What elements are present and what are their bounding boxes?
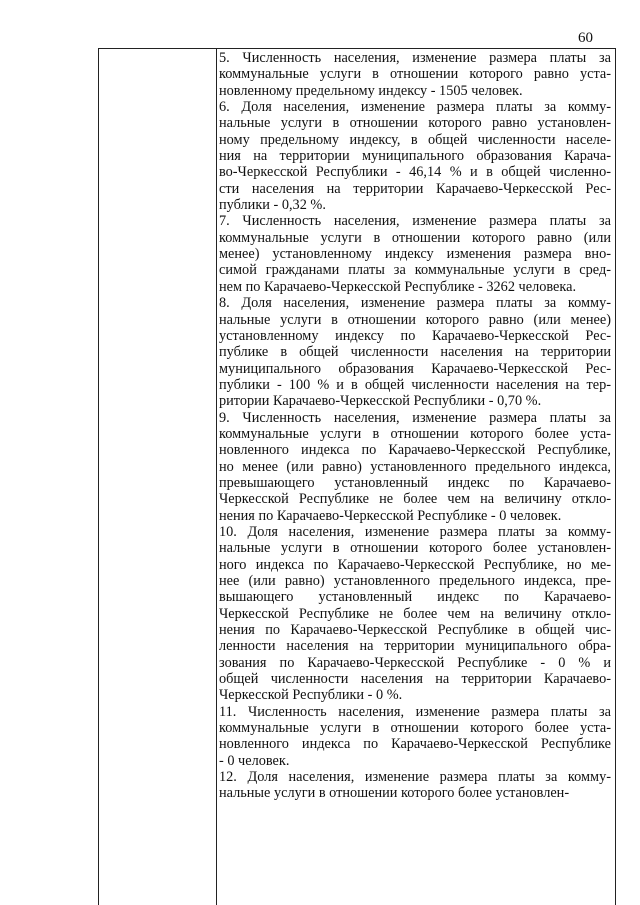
text-line: новленного индекса по Карачаево-Черкесской Республике — [219, 736, 611, 753]
text-line: зования по Карачаево-Черкесской Республике - 0 % и — [219, 654, 611, 671]
text-line: сти населения на территории Карачаево-Черкесской Рес- — [219, 180, 611, 197]
text-line: 6. Доля населения, изменение размера платы за комму- — [219, 99, 611, 116]
text-line: 8. Доля населения, изменение размера платы за комму- — [219, 295, 611, 312]
text-line: новленному предельному индексу - 1505 человек. — [219, 82, 523, 99]
list-item — [219, 213, 611, 295]
text-line: ному предельному индексу, в общей численности населе- — [219, 131, 611, 148]
text-line: во-Черкесской Республики - 46,14 % и в общей численно- — [219, 164, 611, 181]
text-line: ленности населения на территории муниципального обра- — [219, 638, 611, 655]
text-line: превышающего установленный индекс по Карачаево- — [219, 474, 611, 491]
text-line: нения по Карачаево-Черкесской Республике в общей чис- — [219, 622, 611, 639]
text-line: нем по Карачаево-Черкесской Республике - 3262 человека. — [219, 278, 577, 295]
list-item — [219, 769, 611, 802]
table-right-cell — [219, 50, 611, 802]
list-item — [219, 704, 611, 769]
text-line: 12. Доля населения, изменение размера платы за комму- — [219, 769, 611, 786]
text-line: нальные услуги в отношении которого более установлен- — [219, 785, 570, 802]
text-line: нальные услуги в отношении которого более установлен- — [219, 540, 611, 557]
text-line: ния на территории муниципального образования Карача- — [219, 148, 611, 165]
text-line: нальные услуги в отношении которого равно (или менее) — [219, 311, 611, 328]
list-item — [219, 410, 611, 524]
table-left-cell — [99, 49, 216, 905]
text-line: 10. Доля населения, изменение размера платы за комму- — [219, 523, 611, 540]
text-line: коммунальные услуги в отношении которого равно (или — [219, 229, 611, 246]
text-line: Черкесской Республики - 0 %. — [219, 687, 403, 704]
list-item — [219, 50, 611, 99]
text-line: - 0 человек. — [219, 752, 290, 769]
text-line: общей численности населения на территории Карачаево- — [219, 671, 611, 688]
text-line: менее) установленному индексу изменения размера вно- — [219, 246, 611, 263]
text-line: 5. Численность населения, изменение размера платы за — [219, 50, 611, 66]
text-line: вышающего установленный индекс по Карачаево- — [219, 589, 611, 606]
text-line: муниципального образования Карачаево-Черкесской Рес- — [219, 360, 611, 377]
text-line: нальные услуги в отношении которого равно установлен- — [219, 115, 611, 132]
page-number: 60 — [578, 30, 593, 46]
text-line: Черкесской Республике не более чем на величину откло- — [219, 491, 611, 508]
list-item — [219, 295, 611, 409]
text-line: симой гражданами платы за коммунальные услуги в сред- — [219, 262, 611, 279]
text-line: коммунальные услуги в отношении которого равно уста- — [219, 66, 611, 83]
text-line: ного индекса по Карачаево-Черкесской Республике, но ме- — [219, 556, 611, 573]
text-line: 9. Численность населения, изменение размера платы за — [219, 409, 611, 426]
text-line: новленного индекса по Карачаево-Черкесской Республике, — [219, 442, 611, 459]
text-line: нее (или равно) установленного предельного индекса, пре- — [219, 573, 611, 589]
text-line: коммунальные услуги в отношении которого более уста- — [219, 425, 611, 442]
text-line: Черкесской Республике не более чем на величину откло- — [219, 605, 611, 622]
text-line: установленному индексу по Карачаево-Черкесской Рес- — [219, 327, 611, 344]
list-item — [219, 99, 611, 213]
text-line: 11. Численность населения, изменение размера платы за — [219, 703, 611, 720]
text-line: но менее (или равно) установленного предельного индекса, — [219, 458, 611, 475]
text-line: коммунальные услуги в отношении которого более уста- — [219, 720, 611, 737]
column-divider — [216, 49, 217, 905]
list-item — [219, 524, 611, 704]
text-line: ритории Карачаево-Черкесской Республики - 0,70 %. — [219, 393, 542, 410]
document-table — [98, 48, 616, 905]
text-line: нения по Карачаево-Черкесской Республике - 0 человек. — [219, 507, 562, 524]
text-line: публики - 100 % и в общей численности населения на тер- — [219, 376, 611, 393]
text-line: 7. Численность населения, изменение размера платы за — [219, 213, 611, 230]
text-line: публики - 0,32 %. — [219, 197, 326, 214]
text-line: публике в общей численности населения на территории — [219, 344, 611, 361]
